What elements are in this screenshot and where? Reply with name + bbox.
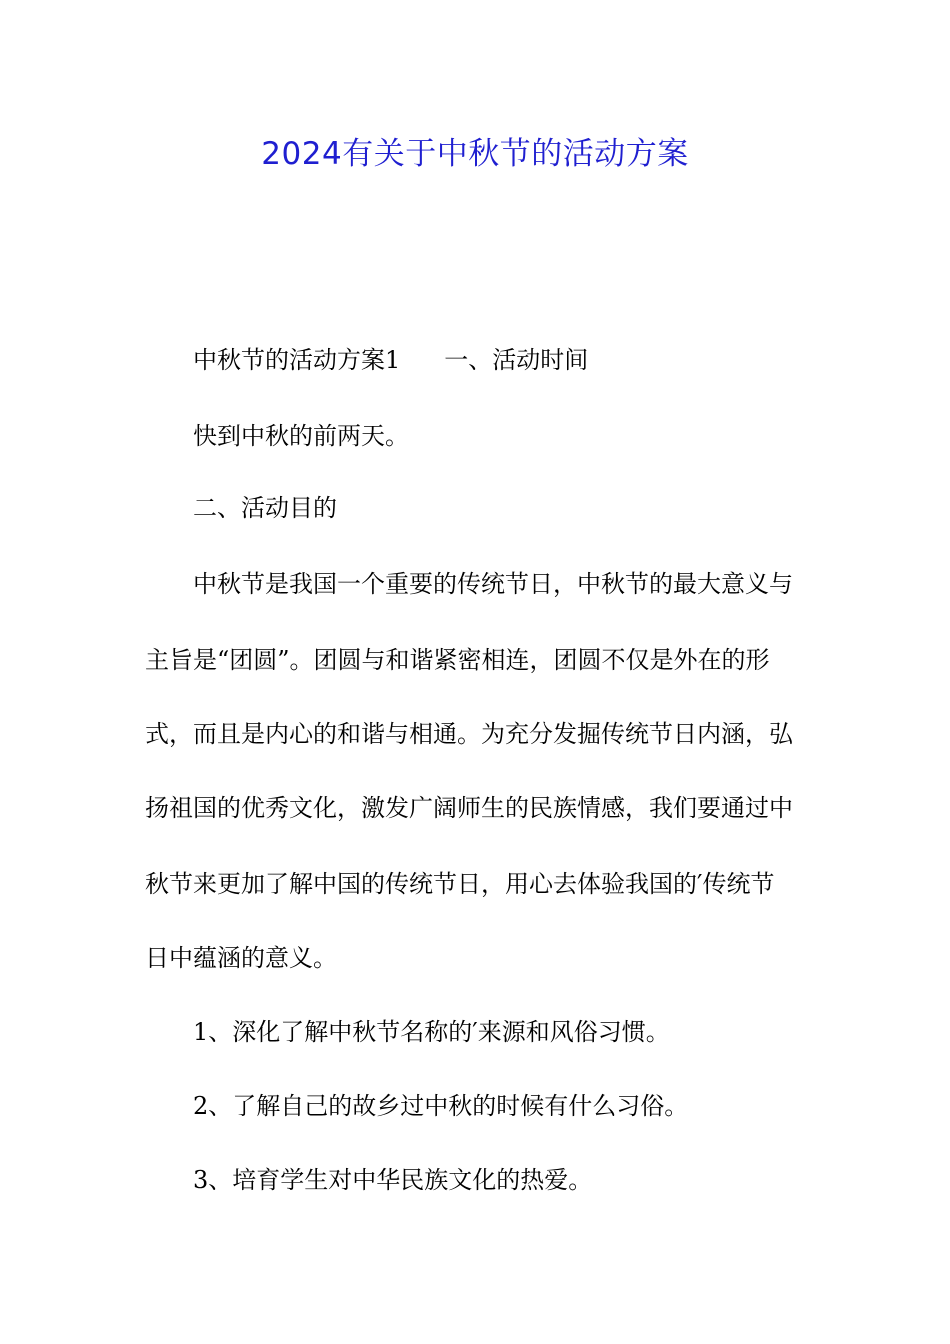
document-title: 2024有关于中秋节的活动方案 (261, 136, 689, 172)
goal-item: 3、培育学生对中华民族文化的热爱。 (193, 1166, 593, 1194)
goal-item: 1、深化了解中秋节名称的′来源和风俗习惯。 (193, 1018, 670, 1046)
item-2-heading: 二、活动目的 (193, 494, 337, 522)
paragraph-line: 中秋节是我国一个重要的传统节日，中秋节的最大意义与 (193, 570, 793, 598)
paragraph-line: 日中蕴涵的意义。 (145, 944, 337, 972)
item-1-heading: 一、活动时间 (444, 346, 589, 374)
section-heading-line (193, 342, 813, 378)
paragraph-line: 扬祖国的优秀文化，激发广阔师生的民族情感，我们要通过中 (145, 794, 793, 822)
paragraph-line: 秋节来更加了解中国的传统节日，用心去体验我国的′传统节 (145, 870, 775, 898)
paragraph-line: 主旨是“团圆”。团圆与和谐紧密相连，团圆不仅是外在的形 (145, 646, 770, 674)
paragraph-line: 式，而且是内心的和谐与相通。为充分发掘传统节日内涵，弘 (145, 720, 793, 748)
item-1-text: 快到中秋的前两天。 (193, 422, 409, 450)
goal-item: 2、了解自己的故乡过中秋的时候有什么习俗。 (193, 1092, 689, 1120)
section-heading: 中秋节的活动方案1 (193, 346, 401, 374)
